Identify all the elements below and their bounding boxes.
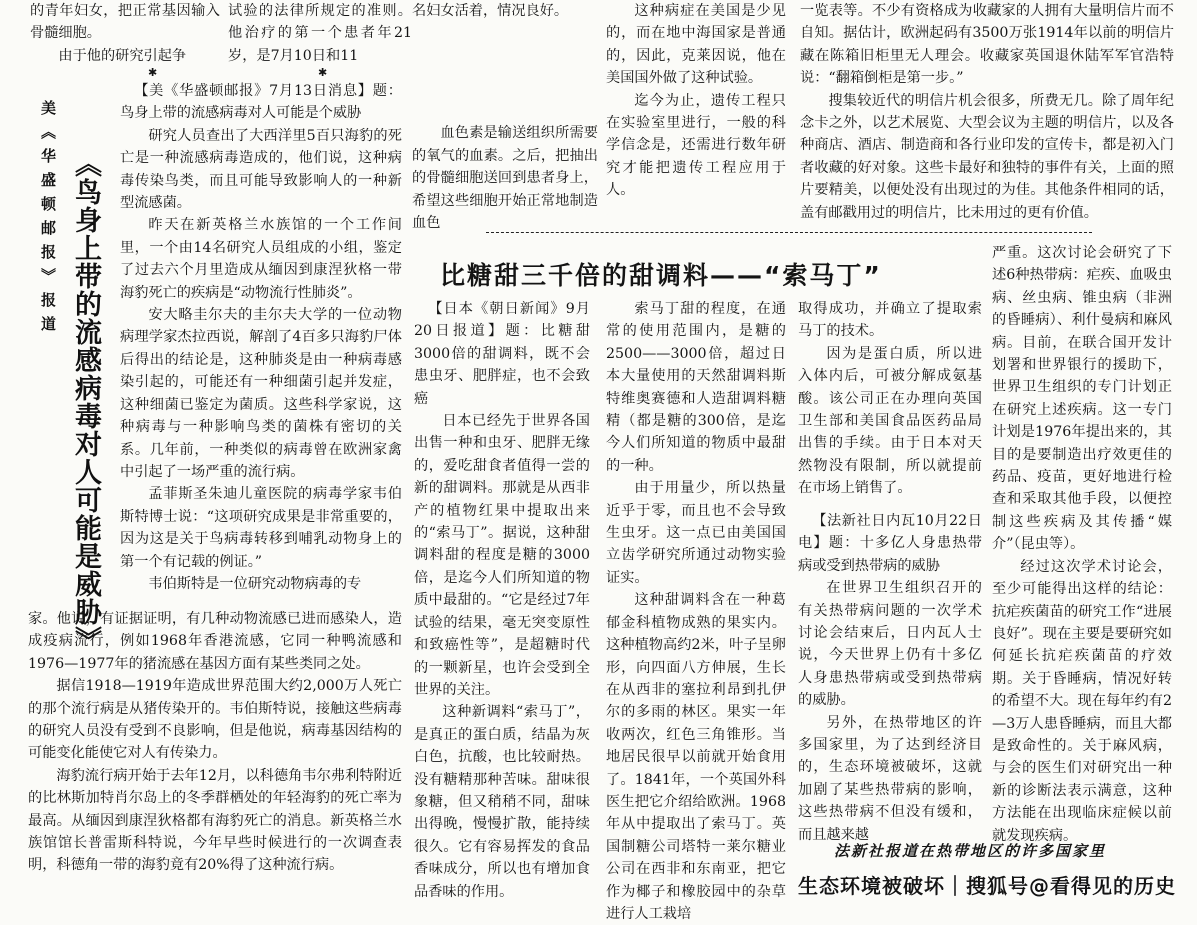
fragment-text: 的青年妇女，把正常基因输入骨髓细胞。	[30, 3, 220, 42]
fragment-text: 迄今为止，遗传工程只在实验室里进行，一般的科学信念是，还需进行数年研究才能把遗传工程应用于人。	[606, 92, 786, 199]
section-divider	[486, 232, 1092, 233]
sweetener-paragraph: 这种新调料“索马丁”，是真正的蛋白质，结晶为灰白色，抗酸，也比较耐热。没有糖精那种苦味。甜味很象糖，但又稍稍不同，甜味出得晚，慢慢扩散，能持续很久。它有容易挥发的食品香味成分，所以也有增加食品香味的作用。	[414, 704, 590, 900]
tropical-paragraph: 在世界卫生组织召开的有关热带病问题的一次学术讨论会结束后，日内瓦人士说，今天世界上仍有十多亿人身患热带病或受到热带病的威胁。	[798, 580, 982, 709]
sweetener-column-1	[414, 298, 590, 906]
flu-article-wide-column	[28, 608, 402, 908]
sweetener-headline: 比糖甜三千倍的甜调料——“索马丁”	[440, 261, 882, 290]
sweetener-paragraph: 因为是蛋白质，所以进入体内后，可被分解成氨基酸。该公司正在办理向英国卫生部和美国食品医药品局出售的手续。由于日本对天然物没有限制，所以就提前在市场上销售了。	[798, 345, 982, 497]
sweetener-paragraph: 日本已经先于世界各国出售一种和虫牙、肥胖无缘的，爱吃甜食者值得一尝的新的甜调料。那就是从西非产的植物红果中提取出来的“索马丁”。据说，这种甜调料甜的程度是糖的3000倍，是迄今人们所知道的物质中最甜的。“它是经过7年试验的结果，毫无突变原性和致癌性等”，是超糖时代的一颗新星，也许会受到全世界的关注。	[414, 413, 590, 698]
flu-paragraph: 韦伯斯特是一位研究动物病毒的专	[148, 575, 362, 592]
sweetener-paragraph: 这种甜调料含在一种葛郁金科植物成熟的果实内。这种植物高约2米，叶子呈卵形，向四面八方伸展，生长在从西非的塞拉利昂到扎伊尔的多雨的林区。果实一年收两次，红色三角锥形。当地居民很早以前就开始食用了。1841年，一个英国外科医生把它介绍给欧洲。1968年从中提取出了索马丁。英国制糖公司塔特一莱尔糖业公司在西非和东南亚，把它作为椰子和橡胶园中的杂草进行人工栽培	[606, 592, 786, 922]
flu-paragraph: 安大略圭尔夫的圭尔夫大学的一位动物病理学家杰拉西说，解剖了4百多只海豹尸体后得出的结论是，这种肺炎是由一种病毒感染引起的，可能还有一种细菌引起并发症，这种细菌已鉴定为菌质。这些科学家说，这种病毒与一种影响鸟类的菌株有密切的关系。几年前，一种类似的病毒曾在欧洲家禽中引起了一场严重的流行病。	[120, 307, 402, 480]
fragment-text: 由于他的研究引起争	[58, 47, 187, 64]
top-fragment-col-4	[606, 0, 786, 220]
sweetener-paragraph: 索马丁甜的程度，在通常的使用范围内，是糖的2500——3000倍，超过日本大量使用的天然甜调料斯特维奥赛德和人造甜调料糖精（都是糖的300倍，是迄今人们所知道的物质中最甜的一种。	[606, 301, 786, 474]
divider-star: ✱	[318, 66, 328, 79]
flu-paragraph: 据信1918—1919年造成世界范围大约2,000万人死亡的那个流行病是从猪传染开的。韦伯斯特说，接触这些病毒的研究人员没有受到不良影响，但是他说，病毒基因结构的可能变化能使它对人有传染力。	[28, 678, 402, 762]
sweetener-column-3	[798, 298, 982, 508]
source-watermark: 生态环境被破坏｜搜狐号@看得见的历史	[798, 874, 1176, 898]
tropical-paragraph: 另外，在热带地区的许多国家里，为了达到经济目的，生态环境被破坏，这就加剧了某些热带病的影响，这些热带病不但没有缓和，而且越来越	[798, 714, 982, 843]
sweetener-dateline: 【日本《朝日新闻》9月20日报道】题：比糖甜3000倍的甜调料，既不会患虫牙、肥胖症，也不会致癌	[414, 301, 590, 407]
top-fragment-col-1	[30, 0, 220, 64]
sweetener-column-2	[606, 298, 786, 922]
fragment-text: 名妇女活着，情况良好。	[412, 3, 569, 19]
top-fragment-col-3	[412, 0, 598, 232]
tropical-column-left	[798, 510, 982, 843]
tropical-paragraph: 严重。这次讨论会研究了下述6种热带病：疟疾、血吸虫病、丝虫病、锥虫病（非洲的昏睡病）、利什曼病和麻风病。目前，在联合国开发计划署和世界银行的援助下，世界卫生组织的专门计划正在研究上述疾病。这一专门计划是1976年提出来的，其目的是要制造出疗效更佳的药品、疫苗，更好地进行检查和采取其他手段，以便控制这些疾病及其传播“媒介”（昆虫等）。	[992, 245, 1172, 553]
image-caption: 法新社报道在热带地区的许多国家里	[834, 842, 1107, 860]
flu-vertical-source: 美《华盛顿邮报》报道	[39, 100, 57, 340]
tropical-column-right	[992, 242, 1172, 844]
sweetener-paragraph: 由于用量少，所以热量近乎于零，而且也不会导致生虫牙。这一点已由美国国立齿学研究所通过动物实验证实。	[606, 480, 786, 586]
tropical-dateline: 【法新社日内瓦10月22日电】题：十多亿人身患热带病或受到热带病的威胁	[798, 513, 982, 574]
top-fragment-col-5	[800, 0, 1174, 220]
flu-paragraph: 昨天在新英格兰水族馆的一个工作间里，一个由14名研究人员组成的小组，鉴定了过去六个月里造成从缅因到康涅狄格一带海豹死亡的疾病是“动物流行性肺炎”。	[120, 217, 402, 301]
top-fragment-col-2	[228, 0, 412, 64]
fragment-text: 这种病症在美国是少见的，而在地中海国家是普通的，因此，克莱因说，他在美国国外做了这种试验。	[606, 3, 786, 87]
sweetener-paragraph: 取得成功，并确立了提取索马丁的技术。	[798, 301, 982, 340]
fragment-text: 一览表等。不少有资格成为收藏家的人拥有大量明信片而不自知。据估计，欧洲起码有3500万张1914年以前的明信片藏在陈箱旧柜里无人理会。收藏家英国退休陆军军官浩特说：“翻箱倒柜是第一步。”	[800, 3, 1174, 87]
flu-paragraph: 家。他说，有证据证明，有几种动物流感已进而感染人，造成疫病流行，例如1968年香港流感，它同一种鸭流感和1976—1977年的猪流感在基因方面有某些类同之处。	[28, 611, 402, 672]
flu-dateline: 【美《华盛顿邮报》7月13日消息】题：鸟身上带的流感病毒对人可能是个威胁	[120, 83, 402, 122]
flu-paragraph: 孟菲斯圣朱迪儿童医院的病毒学家韦伯斯特博士说：“这项研究成果是非常重要的，因为这是关于鸟病毒转移到哺乳动物身上的第一个有记载的例证。”	[120, 486, 402, 570]
tropical-paragraph: 经过这次学术讨论会，至少可能得出这样的结论：抗疟疾菌苗的研究工作“进展良好”。现在主要是要研究如何延长抗疟疾菌苗的疗效期。关于昏睡病，情况好转的希望不大。现在每年约有2—3万人患昏睡病，而且大都是致命性的。关于麻风病，与会的医生们对研究出一种新的诊断法表示满意，这种方法能在出现临床症候以前就发现疾病。	[992, 558, 1172, 844]
flu-paragraph: 海豹流行病开始于去年12月，以科德角韦尔弗利特附近的比林斯加特肖尔岛上的冬季群栖处的年轻海豹的死亡率为最高。从缅因到康涅狄格都有海豹死亡的消息。新英格兰水族馆馆长普雷斯科特说，今年早些时候进行的一次调查表明，科德角一带的海豹竟有20%得了这种流行病。	[28, 767, 402, 874]
flu-article-column	[120, 80, 402, 600]
fragment-text: 试验的法律所规定的准则。他治疗的第一个患者年21岁，是7月10日和11	[228, 3, 412, 64]
divider-star: ✱	[148, 66, 158, 79]
fragment-text: 血色素是输送组织所需要的氧气的血素。之后，把抽出的骨髓细胞送回到患者身上，希望这些细胞开始正常地制造血色	[412, 125, 598, 232]
flu-vertical-title: 《鸟身上带的流感病毒对人可能是威胁》	[70, 150, 101, 654]
fragment-text: 搜集较近代的明信片机会很多，所费无几。除了周年纪念卡之外，以艺术展览、大型会议为主题的明信片，以及各种商店、酒店、制造商和各行业印发的宣传卡，都是初入门者收藏的好对象。这些卡最好和独特的事件有关，上面的照片要精美，以便处没有出现过的为佳。其他条件相同的话，盖有邮戳用过的明信片，比未用过的更有价值。	[800, 92, 1174, 221]
flu-paragraph: 研究人员查出了大西洋里5百只海豹的死亡是一种流感病毒造成的，他们说，这种病毒传染鸟类，而且可能导致影响人的一种新型流感菌。	[120, 127, 402, 212]
